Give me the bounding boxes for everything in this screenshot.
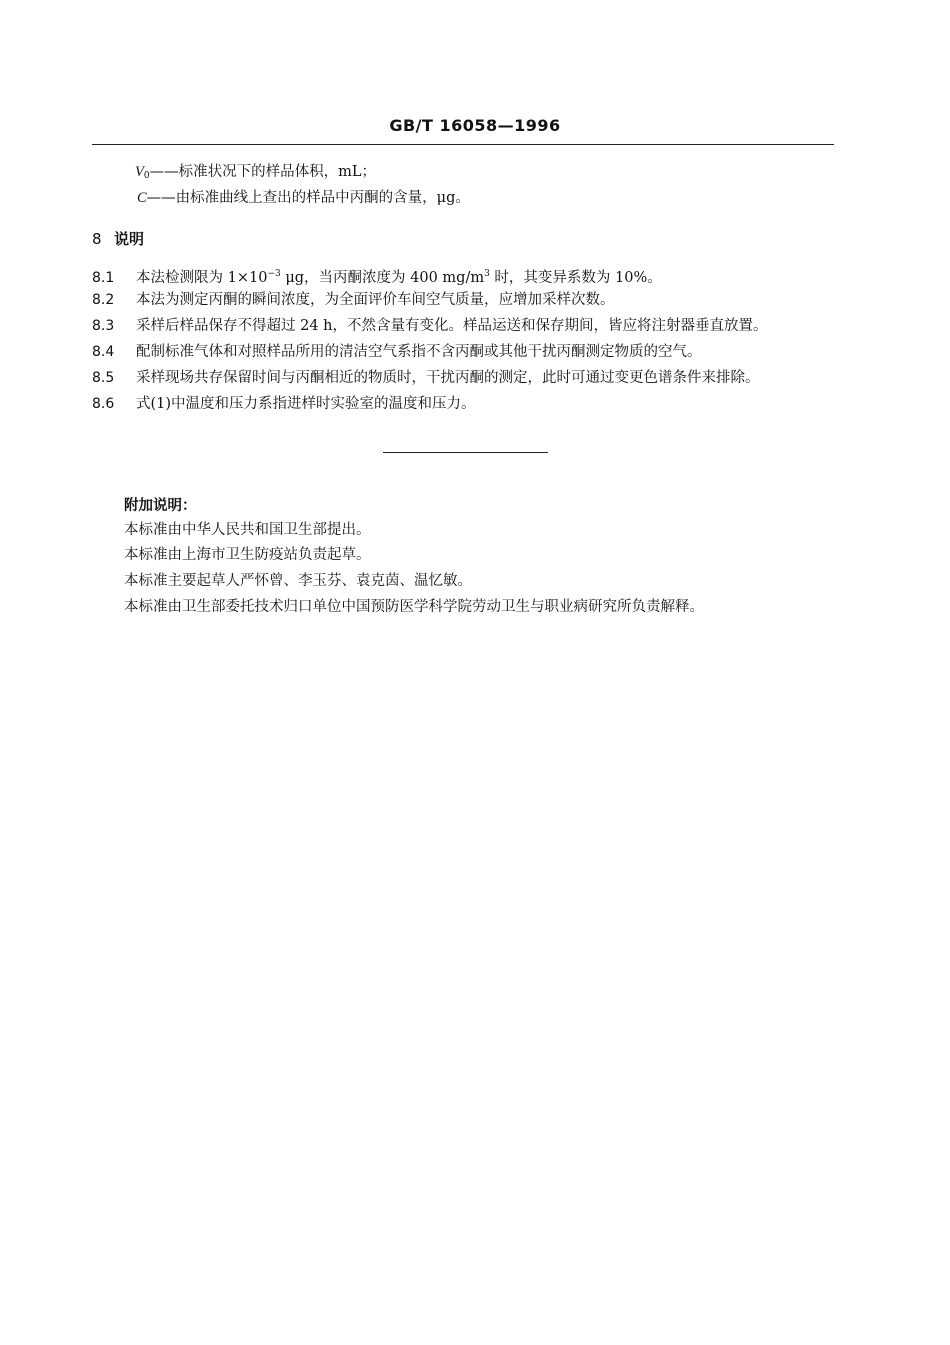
variable-symbol: V bbox=[135, 164, 144, 180]
section-title: 说明 bbox=[114, 230, 145, 248]
section-heading bbox=[92, 228, 144, 249]
variable-symbol: C bbox=[137, 190, 147, 206]
clause-text: 本法检测限为 1×10 bbox=[136, 270, 268, 286]
clause-text: 本法为测定丙酮的瞬间浓度，为全面评价车间空气质量，应增加采样次数。 bbox=[136, 292, 615, 308]
addendum-line: 本标准由上海市卫生防疫站负责起草。 bbox=[124, 547, 371, 563]
definition-dash: —— bbox=[146, 190, 176, 206]
variable-definition-v0 bbox=[135, 162, 376, 186]
end-of-text-rule bbox=[383, 452, 548, 453]
variable-definition-c bbox=[137, 188, 470, 208]
header-rule bbox=[92, 144, 834, 145]
clause-8-3 bbox=[92, 316, 768, 336]
clause-text: 采样后样品保存不得超过 24 h，不然含量有变化。样品运送和保存期间，皆应将注射器垂直放置。 bbox=[136, 318, 768, 334]
addendum-line: 本标准由中华人民共和国卫生部提出。 bbox=[124, 522, 371, 538]
clause-text: 配制标准气体和对照样品所用的清洁空气系指不含丙酮或其他干扰丙酮测定物质的空气。 bbox=[136, 344, 702, 360]
addendum-line: 本标准主要起草人严怀曾、李玉芬、袁克茵、温忆敏。 bbox=[124, 573, 472, 589]
clause-superscript: −3 bbox=[267, 269, 281, 279]
clause-8-2 bbox=[92, 290, 615, 310]
clause-text: 时，其变异系数为 10%。 bbox=[489, 270, 662, 286]
clause-number: 8.3 bbox=[92, 318, 115, 334]
clause-8-6 bbox=[92, 394, 476, 414]
clause-number: 8.4 bbox=[92, 344, 115, 360]
clause-text: 式(1)中温度和压力系指进样时实验室的温度和压力。 bbox=[136, 396, 476, 412]
clause-8-5 bbox=[92, 368, 760, 388]
addendum-line: 本标准由卫生部委托技术归口单位中国预防医学科学院劳动卫生与职业病研究所负责解释。 bbox=[124, 599, 704, 615]
variable-description: 由标准曲线上查出的样品中丙酮的含量，μg。 bbox=[175, 190, 470, 206]
clause-8-4 bbox=[92, 342, 702, 362]
clause-superscript: 3 bbox=[484, 269, 490, 279]
definition-dash: —— bbox=[149, 164, 179, 180]
section-number: 8 bbox=[92, 230, 102, 248]
addendum-title: 附加说明： bbox=[124, 498, 197, 514]
clause-text: μg，当丙酮浓度为 400 mg/m bbox=[280, 270, 485, 286]
variable-subscript: 0 bbox=[143, 171, 150, 181]
clause-number: 8.6 bbox=[92, 396, 115, 412]
variable-description: 标准状况下的样品体积，mL； bbox=[178, 164, 376, 180]
clause-number: 8.5 bbox=[92, 370, 115, 386]
clause-number: 8.1 bbox=[92, 270, 115, 286]
standard-number-header: GB/T 16058—1996 bbox=[389, 116, 561, 135]
clause-number: 8.2 bbox=[92, 292, 115, 308]
clause-8-1 bbox=[92, 264, 662, 288]
clause-text: 采样现场共存保留时间与丙酮相近的物质时，干扰丙酮的测定，此时可通过变更色谱条件来排除。 bbox=[136, 370, 760, 386]
